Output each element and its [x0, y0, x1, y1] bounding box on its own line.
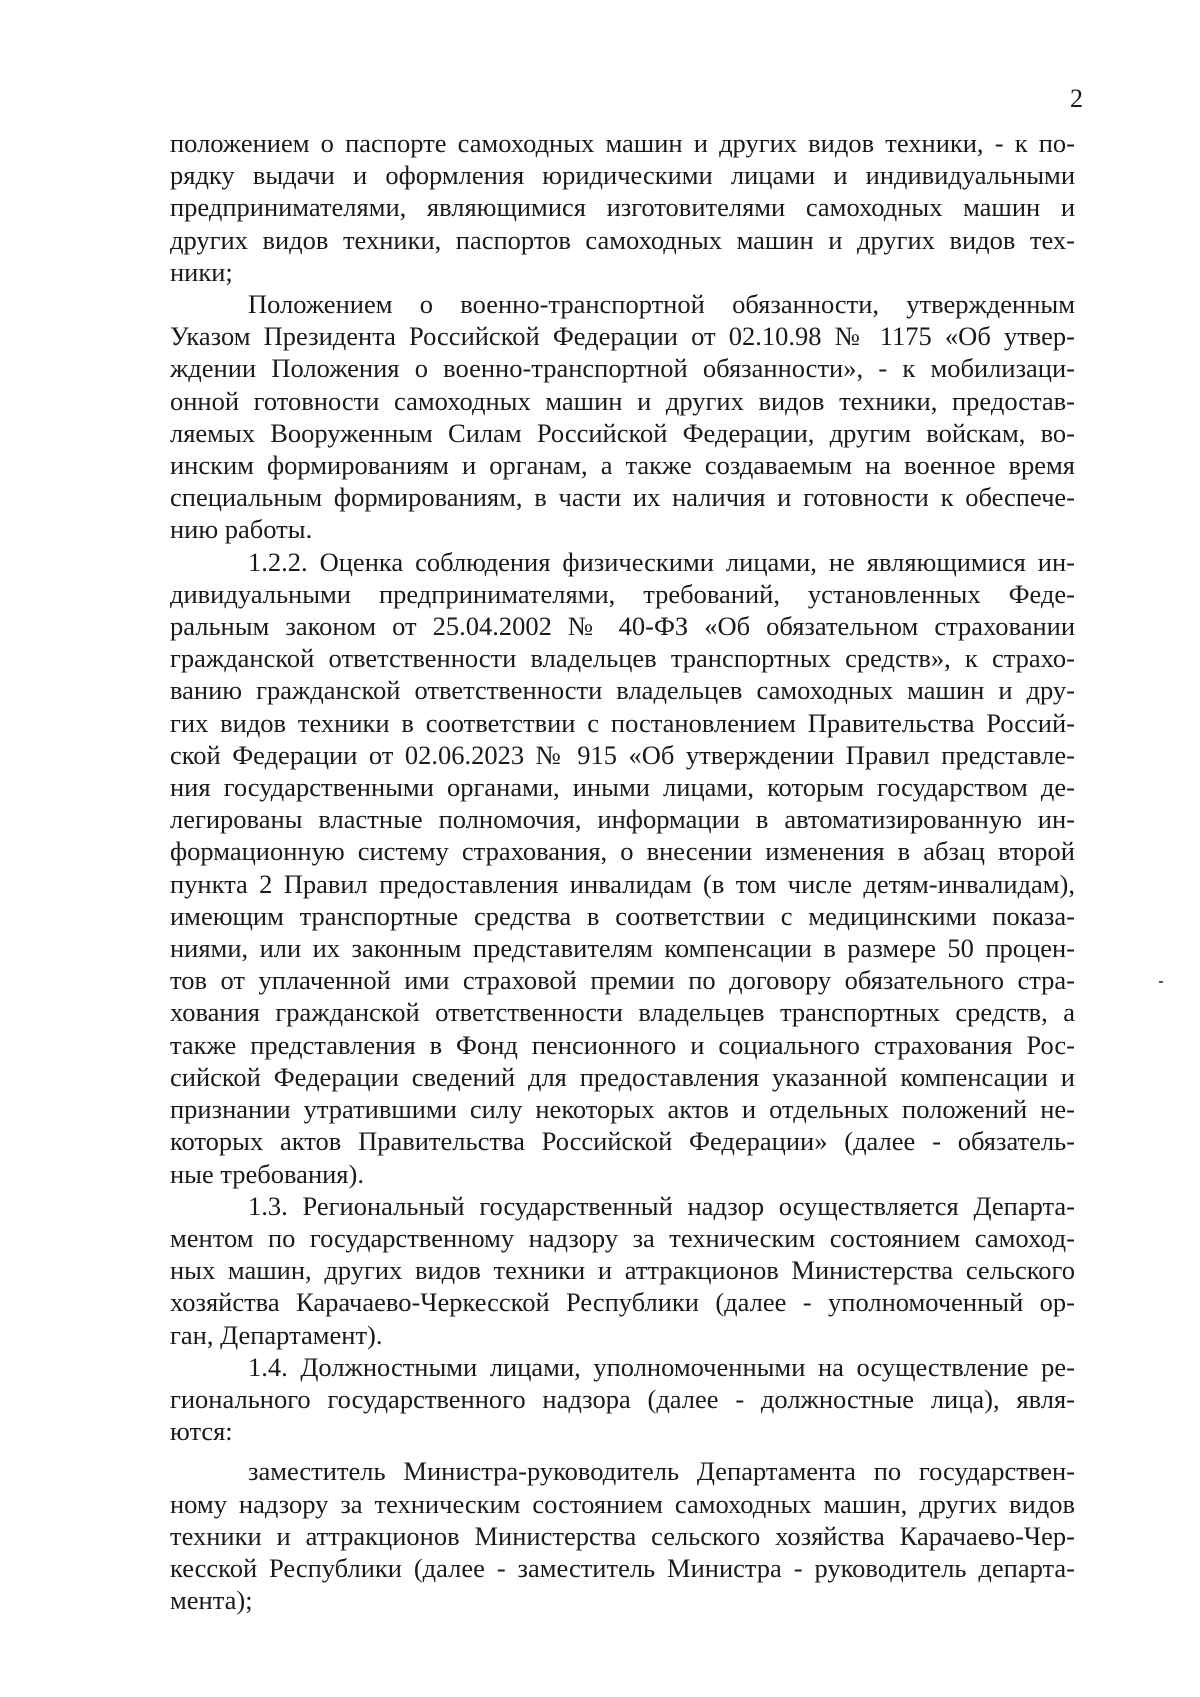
text-line: легированы властные полномочия, информации в автоматизированную ин- — [170, 804, 1075, 835]
text-line: пункта 2 Правил предоставления инвалидам (в том числе детям-инвалидам), — [170, 868, 1075, 899]
text-line: признании утратившими силу некоторых актов и отдельных положений не- — [170, 1094, 1075, 1125]
text-line: формационную систему страхования, о внесении изменения в абзац второй — [170, 836, 1075, 867]
scan-speck — [1159, 981, 1163, 983]
text-line: техники и аттракционов Министерства сельского хозяйства Карачаево-Чер- — [170, 1520, 1075, 1551]
text-line: ному надзору за техническим состоянием самоходных машин, других видов — [170, 1488, 1075, 1519]
text-line: специальным формированиям, в части их наличия и готовности к обеспече- — [170, 482, 1075, 513]
text-line: ные требования). — [170, 1158, 364, 1189]
text-line: положением о паспорте самоходных машин и других видов техники, - к по- — [170, 128, 1075, 158]
text-line: хозяйства Карачаево-Черкесской Республики (далее - уполномоченный ор- — [170, 1287, 1075, 1318]
text-line: ванию гражданской ответственности владельцев самоходных машин и дру- — [170, 675, 1075, 706]
text-line: ган, Департамент). — [170, 1319, 383, 1350]
text-line: других видов техники, паспортов самоходных машин и других видов тех- — [170, 224, 1075, 255]
text-line: ментом по государственному надзору за техническим состоянием самоход- — [170, 1222, 1075, 1253]
text-line: 1.3. Региональный государственный надзор осуществляется Департа- — [248, 1190, 1075, 1221]
text-line: Положением о военно-транспортной обязанности, утвержденным — [248, 289, 1075, 320]
text-line: 1.4. Должностными лицами, уполномоченными на осуществление ре- — [248, 1351, 1075, 1382]
text-line: ники; — [170, 256, 233, 287]
document-body — [170, 127, 1075, 1616]
text-line: ждении Положения о военно-транспортной обязанности», - к мобилизаци- — [170, 353, 1075, 384]
text-line: ных машин, других видов техники и аттракционов Министерства сельского — [170, 1255, 1075, 1286]
text-line: рядку выдачи и оформления юридическими лицами и индивидуальными — [170, 160, 1075, 191]
text-line: мента); — [170, 1585, 253, 1616]
text-line: нию работы. — [170, 514, 313, 545]
text-line: гионального государственного надзора (далее - должностные лица), явля- — [170, 1383, 1075, 1414]
text-line: хования гражданской ответственности владельцев транспортных средств, а — [170, 997, 1075, 1028]
text-line: сийской Федерации сведений для предоставления указанной компенсации и — [170, 1061, 1075, 1092]
text-line: предпринимателями, являющимися изготовителями самоходных машин и — [170, 192, 1075, 223]
text-line: которых актов Правительства Российской Федерации» (далее - обязатель- — [170, 1126, 1075, 1157]
text-line: гражданской ответственности владельцев транспортных средств», к страхо- — [170, 643, 1075, 674]
text-line: ниями, или их законным представителям компенсации в размере 50 процен- — [170, 933, 1075, 964]
text-line: ральным законом от 25.04.2002 № 40-ФЗ «Об обязательном страховании — [170, 611, 1075, 642]
text-line: имеющим транспортные средства в соответствии с медицинскими показа- — [170, 900, 1075, 931]
text-line: ются: — [170, 1416, 233, 1447]
text-line: 1.2.2. Оценка соблюдения физическими лицами, не являющимися ин- — [248, 546, 1075, 577]
text-line: онной готовности самоходных машин и других видов техники, предостав- — [170, 385, 1075, 416]
text-line: заместитель Министра-руководитель Департамента по государствен- — [248, 1456, 1075, 1487]
page-number: 2 — [1070, 84, 1083, 113]
text-line: инским формированиям и органам, а также создаваемым на военное время — [170, 450, 1075, 481]
text-line: гих видов техники в соответствии с постановлением Правительства Россий- — [170, 707, 1075, 738]
text-line: тов от уплаченной ими страховой премии по договору обязательного стра- — [170, 965, 1075, 996]
text-line: ляемых Вооруженным Силам Российской Федерации, другим войскам, во- — [170, 417, 1075, 448]
text-line: также представления в Фонд пенсионного и социального страхования Рос- — [170, 1029, 1075, 1060]
text-line: кесской Республики (далее - заместитель Министра - руководитель департа- — [170, 1552, 1075, 1583]
text-line: ской Федерации от 02.06.2023 № 915 «Об утверждении Правил представле- — [170, 739, 1075, 770]
text-line: Указом Президента Российской Федерации от 02.10.98 № 1175 «Об утвер- — [170, 321, 1075, 352]
text-line: ния государственными органами, иными лицами, которым государством де- — [170, 772, 1075, 803]
text-line: дивидуальными предпринимателями, требований, установленных Феде- — [170, 578, 1075, 609]
